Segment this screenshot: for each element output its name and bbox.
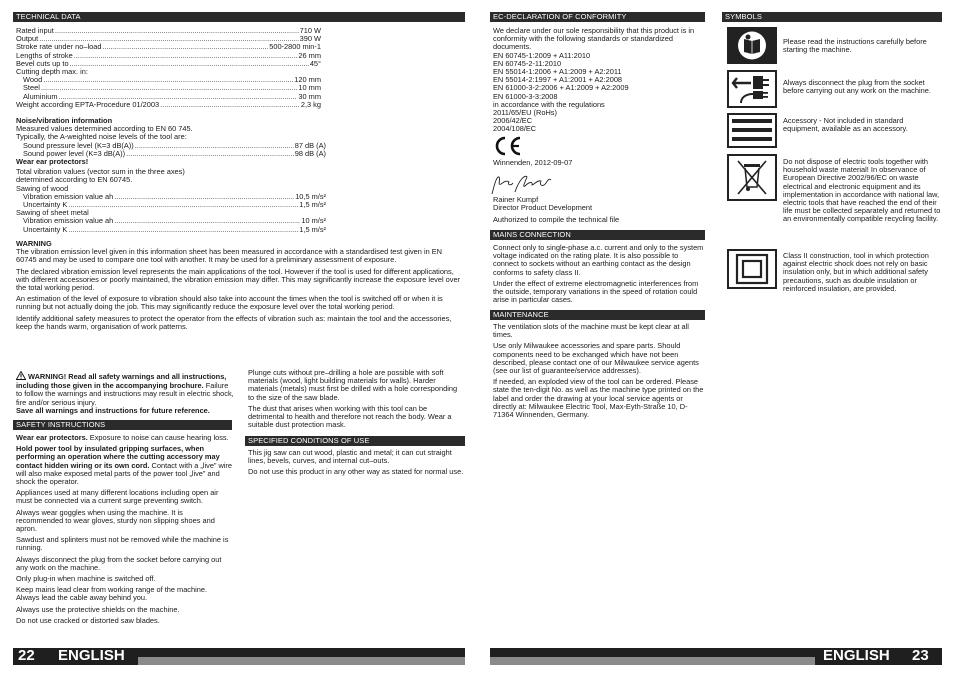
- technical-data-table: [16, 27, 321, 109]
- right-footer-grey-strip: [490, 657, 815, 665]
- tech-data-row: [16, 76, 321, 84]
- dot-leader: [74, 52, 298, 60]
- ec-authorized: Authorized to compile the technical file: [493, 215, 620, 225]
- vibration-line-1: Total vibration values (vector sum in the three axes): [16, 167, 185, 177]
- specified-conditions-block: [248, 449, 464, 480]
- metal-vibration-row: [16, 226, 326, 234]
- maintenance-block: [493, 323, 705, 422]
- tech-data-row: [16, 27, 321, 35]
- tech-data-label: Stroke rate under no–load: [16, 42, 102, 52]
- metal-heading: Sawing of sheet metal: [16, 208, 89, 218]
- tech-data-value: 500-2800 min-1: [269, 42, 321, 52]
- tech-data-label: Cutting depth max. in:: [16, 67, 88, 77]
- ec-standard-line: EN 55014-2:1997 + A1:2001 + A2:2008: [493, 75, 623, 85]
- mains-paragraph-1: Connect only to single-phase a.c. current and only to the system voltage indicated on the rating plate. It is also possible to connect to sockets without an earthing contact as the design conforms to safety class II.: [493, 243, 704, 277]
- safety-item: Do not use cracked or distorted saw blades.: [16, 615, 160, 625]
- plunge-paragraph: Plunge cuts without pre–drilling a hole are possible with soft materials (wood, light building materials for walls). Harder materials (metals) must first be drilled with a hole corresponding to the size of the saw blade.: [248, 368, 458, 402]
- safety-item: Sawdust and splinters must not be removed while the machine is running.: [16, 535, 229, 553]
- tech-data-value: 390 W: [299, 34, 321, 44]
- noise-vibration-block: [16, 117, 326, 234]
- dot-leader: [114, 217, 300, 225]
- tech-data-row: [16, 101, 321, 109]
- right-page-language: ENGLISH: [823, 647, 890, 664]
- ec-intro: We declare under our sole responsibility that this product is in conformity with the following standards or standardized documents.: [493, 26, 695, 52]
- safety-item: Always use the protective shields on the machine.: [16, 604, 180, 614]
- safety-item: Keep mains lead clear from working range of the machine. Always lead the cable away behind you.: [16, 585, 208, 603]
- signature: [489, 172, 564, 197]
- dot-leader: [114, 193, 294, 201]
- specified-paragraph-1: This jig saw can cut wood, plastic and metal; it can cut straight lines, bevels, curves, and internal cut–outs.: [248, 448, 452, 466]
- noise-heading: Noise/vibration information: [16, 116, 113, 125]
- tech-data-value: 45°: [309, 58, 321, 68]
- wood-vibration-value: 10,5 m/s²: [295, 191, 326, 201]
- warning-paragraph-1: The vibration emission level given in this information sheet has been measured in accordance with a standardised test given in EN 60745 and may be used to compare one tool with another. It may be used for a preliminary assessment of exposure.: [16, 247, 443, 265]
- protect-line: Wear ear protectors!: [16, 157, 89, 167]
- safety-item: Only plug-in when machine is switched off.: [16, 574, 156, 584]
- ec-signatory: [493, 196, 705, 225]
- tech-data-value: 710 W: [299, 26, 321, 35]
- symbol-text-4: Do not dispose of electric tools together with household waste material! In observance of European Directive 2002/96/EC on waste electrical and electronic equipment and its implementation in accordance with national law, electric tools that have reached the end of their life must be collected separately and returned to an environmentally compatible recycling facility.: [783, 157, 941, 224]
- ec-standard-line: EN 60745-2-11:2010: [493, 58, 562, 68]
- dot-leader: [135, 142, 294, 150]
- ec-standard-line: 2006/42/EC: [493, 116, 533, 126]
- tech-data-label: Lengths of stroke: [16, 50, 73, 60]
- metal-vibration-label: Uncertainty K: [23, 224, 68, 234]
- wood-heading: Sawing of wood: [16, 183, 69, 193]
- maintenance-paragraph-2: Use only Milwaukee accessories and spare parts. Should components need to be exchanged which have not been described, please contact one of our Milwaukee service agents (see our list of guarantee/service addresses).: [493, 341, 699, 376]
- general-warning-block: [16, 371, 234, 415]
- dot-leader: [43, 76, 293, 84]
- tech-data-label: Steel: [23, 83, 40, 93]
- metal-vibration-label: Vibration emission value ah: [23, 216, 114, 226]
- safety-item: Always wear goggles when using the machine. It is recommended to wear gloves, sturdy non slipping shoes and apron.: [16, 507, 215, 534]
- dot-leader: [41, 84, 298, 92]
- mains-paragraph-2: Under the effect of extreme electromagnetic interferences from the outside, temporary variations in the speed of rotation could arise in particular cases.: [493, 278, 699, 305]
- dot-leader: [68, 201, 298, 209]
- wood-vibration-label: Vibration emission value ah: [23, 191, 114, 201]
- general-warning-bold: WARNING! Read all safety warnings and all instructions, including those given in the accompanying brochure.: [16, 372, 227, 391]
- wood-vibration-value: 1,5 m/s²: [299, 200, 326, 210]
- symbol-text-5: Class II construction, tool in which protection against electric shock does not rely on basic insulation only, but in which additional safety precautions, such as double insulation or reinforced insulation, are provided.: [783, 251, 929, 293]
- tech-data-label: Weight according EPTA-Procedure 01/2003: [16, 99, 160, 109]
- unplug-icon: [727, 70, 777, 108]
- save-instructions: Save all warnings and instructions for future reference.: [16, 405, 210, 415]
- warning-heading: WARNING: [16, 239, 52, 248]
- noise-value: 98 dB (A): [294, 148, 326, 158]
- technical-data-header: TECHNICAL DATA: [13, 12, 465, 22]
- tech-data-value: 120 mm: [294, 75, 321, 85]
- dot-leader: [160, 101, 300, 109]
- general-warning-text: Failure to follow the warnings and instructions may result in electric shock, fire and/or serious injury.: [16, 381, 234, 407]
- safety-instructions-header: SAFETY INSTRUCTIONS: [13, 420, 232, 430]
- weee-bin-icon: [727, 154, 777, 201]
- ce-mark: [493, 135, 523, 157]
- ec-place-date: Winnenden, 2012-09-07: [493, 158, 573, 167]
- ec-standard-line: 2004/108/EC: [493, 124, 537, 134]
- dot-leader: [70, 60, 309, 68]
- signature-name: Rainer Kumpf: [493, 195, 539, 204]
- specified-paragraph-2: Do not use this product in any other way as stated for normal use.: [248, 467, 464, 477]
- tech-data-label: Rated input: [16, 26, 54, 35]
- noise-line-1: Measured values determined according to EN 60 745.: [16, 124, 193, 134]
- tech-data-label: Bevel cuts up to: [16, 58, 69, 68]
- maintenance-paragraph-1: The ventilation slots of the machine must be kept clear at all times.: [493, 322, 689, 340]
- safety-hold-bold: Hold power tool by insulated gripping surfaces, when performing an operation where the cutting accessory may contact hidden wiring or its own cord.: [16, 444, 220, 470]
- ec-standard-line: EN 61000-3-3:2008: [493, 91, 558, 101]
- mains-connection-block: [493, 244, 705, 307]
- ec-standard-line: in accordance with the regulations: [493, 99, 605, 109]
- right-page-number: 23: [912, 647, 929, 664]
- safety-ear-text: Exposure to noise can cause hearing loss.: [87, 433, 229, 442]
- dot-leader: [126, 150, 294, 158]
- tech-data-value: 2,3 kg: [300, 99, 321, 109]
- ec-standard-line: EN 60745-1:2009 + A11:2010: [493, 50, 591, 60]
- maintenance-header: MAINTENANCE: [490, 310, 705, 320]
- read-manual-icon: [727, 27, 777, 64]
- dot-leader: [55, 27, 299, 35]
- safety-hold-text: Contact with a „live” wire will also make exposed metal parts of the power tool „live” and shock the operator.: [16, 460, 233, 487]
- tech-data-row: [16, 68, 321, 76]
- safety-item: Always disconnect the plug from the socket before carrying out any work on the machine.: [16, 554, 222, 572]
- symbol-text-2: Always disconnect the plug from the socket before carrying out any work on the machine.: [783, 78, 931, 96]
- signature-title: Director Product Development: [493, 203, 592, 213]
- ec-standard-line: 2011/65/EU (RoHs): [493, 108, 557, 118]
- tech-data-value: 30 mm: [298, 91, 321, 101]
- noise-value: 87 dB (A): [294, 140, 326, 150]
- mains-connection-header: MAINS CONNECTION: [490, 230, 705, 240]
- tech-data-value: 26 mm: [298, 50, 321, 60]
- symbols-header: SYMBOLS: [722, 12, 942, 22]
- warning-block: [16, 240, 461, 334]
- ec-declaration-block: [493, 27, 705, 134]
- accessory-blades-icon: [727, 113, 777, 148]
- noise-label: Sound power level (K=3 dB(A)): [23, 148, 126, 158]
- wood-vibration-label: Uncertainty K: [23, 200, 68, 210]
- left-page-language: ENGLISH: [58, 647, 125, 664]
- left-page-number: 22: [18, 647, 35, 664]
- dot-leader: [102, 43, 268, 51]
- vibration-line-2: determined according to EN 60745.: [16, 175, 133, 185]
- warning-paragraph-4: Identify additional safety measures to protect the operator from the effects of vibration such as: maintain the tool and the accessories, keep the hands warm, organisation of work patterns.: [16, 313, 452, 331]
- tech-data-row: [16, 84, 321, 92]
- tech-data-value: 10 mm: [298, 83, 321, 93]
- metal-vibration-value: 1,5 m/s²: [299, 224, 326, 234]
- specified-conditions-header: SPECIFIED CONDITIONS OF USE: [245, 436, 465, 446]
- warning-paragraph-2: The declared vibration emission level represents the main applications of the tool. However if the tool is used for different applications, with different accessories or poorly maintained, the vibration emission may differ. This may significantly increase the exposure level over the total working period.: [16, 266, 461, 293]
- safety-ear-bold: Wear ear protectors.: [16, 433, 88, 442]
- tech-data-label: Output: [16, 34, 39, 44]
- ec-declaration-header: EC-DECLARATION OF CONFORMITY: [490, 12, 705, 22]
- left-footer-grey-strip: [138, 657, 465, 665]
- symbol-text-3: Accessory - Not included in standard equipment, available as an accessory.: [783, 116, 908, 134]
- maintenance-paragraph-3: If needed, an exploded view of the tool can be ordered. Please state the ten-digit No. as well as the machine type printed on the label and order the drawing at your local service agents or directly at: Milwaukee Electric Tool, Max-Eyth-Straße 10, D-71364 Winnenden, Germany.: [493, 377, 704, 420]
- safety-item: Appliances used at many different locations including open air must be connected via a current surge preventing switch.: [16, 488, 219, 506]
- metal-vibration-value: 10 m/s²: [301, 216, 326, 226]
- tech-data-label: Aluminium: [23, 91, 58, 101]
- class-ii-icon: [727, 249, 777, 289]
- tech-data-label: Wood: [23, 75, 43, 85]
- symbol-text-1: Please read the instructions carefully before starting the machine.: [783, 37, 927, 55]
- noise-label: Sound pressure level (K=3 dB(A)): [23, 140, 134, 150]
- warning-paragraph-3: An estimation of the level of exposure to vibration should also take into account the times when the tool is switched off or when it is running but not actually doing the job. This may significantly reduce the exposure level over the total working period.: [16, 294, 443, 312]
- noise-line-2: Typically, the A-weighted noise levels of the tool are:: [16, 132, 187, 142]
- plunge-block: [248, 369, 464, 432]
- safety-instructions-block: [16, 434, 232, 628]
- ec-standard-line: EN 61000-3-2:2006 + A1:2009 + A2:2009: [493, 83, 629, 93]
- ec-standard-line: EN 55014-1:2006 + A1:2009 + A2:2011: [493, 67, 622, 77]
- dot-leader: [68, 226, 298, 234]
- dust-paragraph: The dust that arises when working with this tool can be detrimental to health and therefore not reach the body. Wear a suitable dust protection mask.: [248, 403, 452, 430]
